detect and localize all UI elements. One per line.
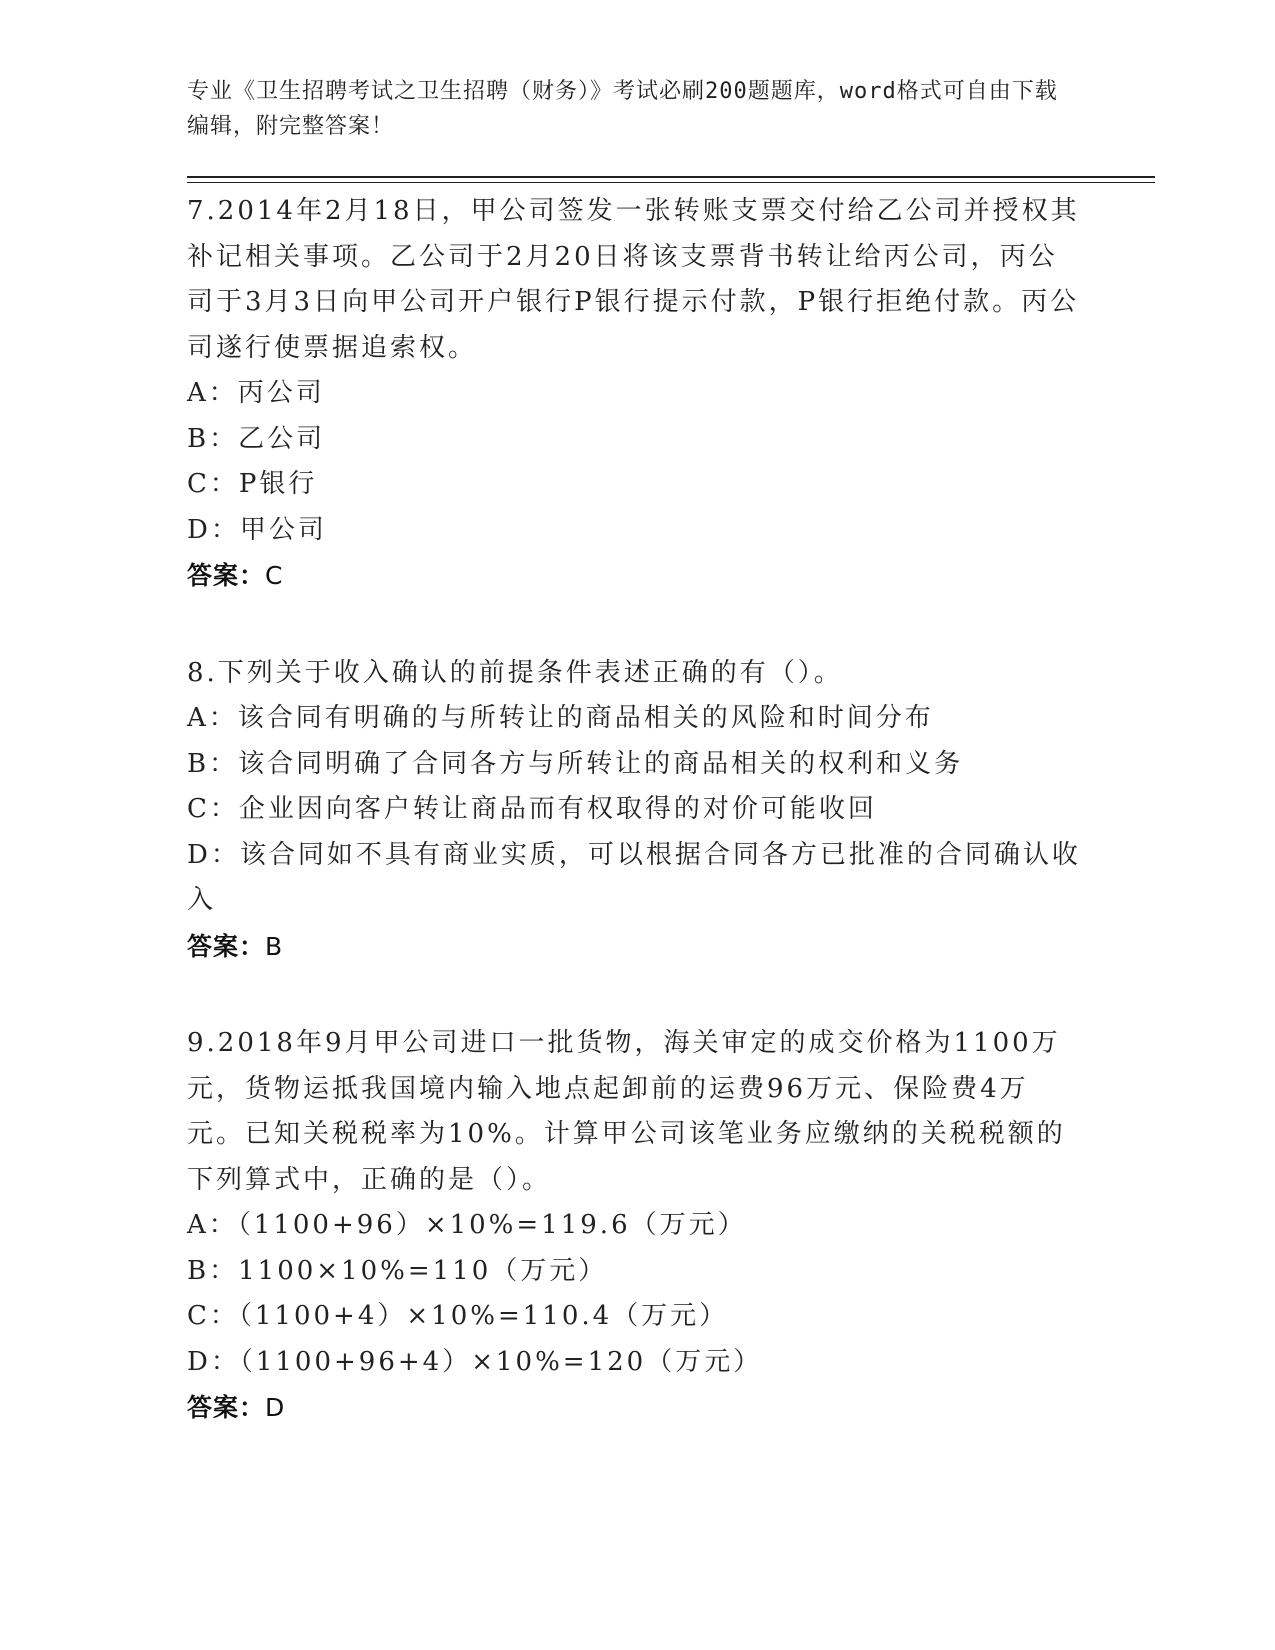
question-stem: 9.2018年9月甲公司进口一批货物，海关审定的成交价格为1100万元，货物运抵我国境内输入地点起卸前的运费96万元、保险费4万元。已知关税税率为10%。计算甲公司该笔业务应缴纳的关税税额的下列算式中，正确的是（）。	[187, 1028, 1066, 1195]
answer-line	[187, 553, 1082, 599]
answer-value: C	[265, 561, 284, 590]
header-divider	[187, 176, 1155, 178]
option-b: B：该合同明确了合同各方与所转让的商品相关的权利和义务	[187, 748, 964, 779]
question-7	[187, 189, 1082, 599]
option-b: B：1100×10%=110（万元）	[187, 1255, 608, 1286]
question-stem: 7.2014年2月18日，甲公司签发一张转账支票交付给乙公司并授权其补记相关事项。乙公司于2月20日将该支票背书转让给丙公司，丙公司于3月3日向甲公司开户银行P银行提示付款，P银行拒绝付款。丙公司遂行使票据追索权。	[187, 196, 1080, 363]
option-c: C：P银行	[187, 469, 318, 499]
answer-line	[187, 924, 1082, 970]
answer-value: D	[265, 1393, 286, 1422]
option-c: C：企业因向客户转让商品而有权取得的对价可能收回	[187, 794, 877, 824]
option-a: A：该合同有明确的与所转让的商品相关的风险和时间分布	[187, 703, 934, 733]
option-a: A：（1100+96）×10%=119.6（万元）	[187, 1210, 747, 1240]
answer-label: 答案：	[187, 1393, 266, 1422]
option-b: B：乙公司	[187, 423, 326, 454]
question-stem: 8.下列关于收入确认的前提条件表述正确的有（）。	[187, 657, 843, 688]
option-c: C：（1100+4）×10%=110.4（万元）	[187, 1301, 729, 1331]
answer-line	[187, 1385, 1082, 1431]
question-9	[187, 1021, 1082, 1431]
question-8	[187, 651, 1082, 970]
header-divider-thin	[187, 182, 1155, 183]
option-d: D：该合同如不具有商业实质，可以根据合同各方已批准的合同确认收入	[187, 839, 1081, 915]
question-list	[187, 189, 1082, 1483]
answer-value: B	[265, 931, 284, 961]
answer-label: 答案：	[187, 931, 266, 961]
option-d: D：（1100+96+4）×10%=120（万元）	[187, 1346, 763, 1377]
option-d: D：甲公司	[187, 514, 327, 545]
answer-label: 答案：	[187, 561, 266, 590]
option-a: A：丙公司	[187, 378, 325, 408]
page-header: 专业《卫生招聘考试之卫生招聘（财务）》考试必刷200题题库，word格式可自由下载编辑，附完整答案！	[187, 79, 1058, 139]
